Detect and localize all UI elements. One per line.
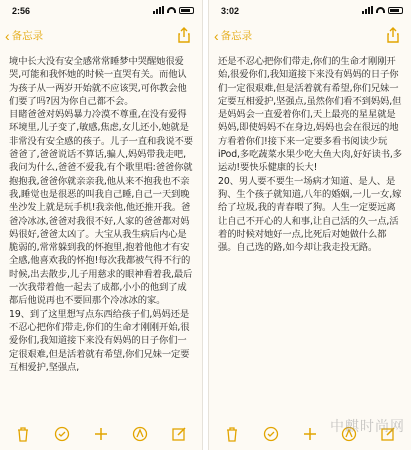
status-time: 3:02 [221, 6, 240, 16]
nav-bar [209, 25, 411, 47]
notes-screenshot-right [208, 0, 411, 450]
status-time: 2:56 [12, 6, 31, 16]
share-icon[interactable] [385, 27, 401, 43]
share-icon[interactable] [176, 27, 192, 43]
checklist-icon[interactable] [54, 426, 70, 442]
battery-icon [179, 7, 194, 14]
nav-bar [0, 25, 202, 47]
status-bar [0, 0, 202, 20]
status-bar [209, 0, 411, 20]
bottom-toolbar [0, 424, 202, 444]
add-icon[interactable] [302, 426, 318, 442]
back-button[interactable] [5, 28, 43, 43]
chevron-left-icon: ‹ [5, 27, 10, 44]
note-body[interactable] [9, 55, 195, 374]
wifi-icon [376, 7, 385, 13]
notes-screenshot-left [0, 0, 203, 450]
signal-icon [362, 6, 373, 14]
note-paragraph: 还是不忍心把你们带走,你们的生命才刚刚开始,很爱你们,我知道接下来没有妈妈的日子你们一定很艰难,但是活着就有希望,你们兄妹一定要互相爱护,坚强点,虽然你们看不到妈妈,但是妈妈会一直爱着你们,天上最亮的星星就是妈妈,即使妈妈不在身边,妈妈也会在很远的地方看着你们!接下来一定要多看书阅读少玩iPod,多吃蔬菜水果少吃大鱼大肉,好好读书,多运动!要快乐健康的长大! [218, 56, 402, 174]
note-paragraph: 19、到了这里想写点东西给孩子们,妈妈还是不忍心把你们带走,你们的生命才刚刚开始,很爱你们,我知道接下来没有妈妈的日子你们一定很艰难,但是活着就有希望,你们兄妹一定要互相爱护,坚强点, [9, 308, 190, 373]
signal-icon [153, 6, 164, 14]
note-paragraph: 20、男人要不要生一场病才知道、是人、是狗、生个孩子就知道,八年的婚姻,一儿一女,嫁给了垃圾,我的青春喂了狗。人生一定要远离让自己不开心的人和事,让自己活的久一点,活着的时候对她好一点,比死后对她做什么都强。自己选的路,如今却让我走投无路。 [218, 175, 402, 254]
back-button[interactable] [214, 28, 252, 43]
checklist-icon[interactable] [263, 426, 279, 442]
chevron-left-icon: ‹ [214, 27, 219, 44]
note-body[interactable] [218, 55, 404, 254]
add-icon[interactable] [93, 426, 109, 442]
trash-icon[interactable] [15, 426, 31, 442]
markup-icon[interactable] [132, 426, 148, 442]
trash-icon[interactable] [224, 426, 240, 442]
back-label: 备忘录 [220, 30, 253, 42]
battery-icon [388, 7, 403, 14]
compose-icon[interactable] [171, 426, 187, 442]
watermark: 中麒时尚网 [330, 419, 405, 435]
wifi-icon [167, 7, 176, 13]
note-paragraph: 境中长大没有安全感常常睡梦中哭醒她很爱哭,可能和我怀她的时候一直哭有关。而他认为孩子从一两岁开始就不应该哭,可你教会他们要了吗?因为你自己都不会。 [9, 56, 187, 107]
back-label: 备忘录 [11, 30, 44, 42]
note-paragraph: 目睹爸爸对妈妈暴力冷漠不尊重,在没有爱得环境里,儿子变了,敏感,焦虑,女儿还小,她就是非常没有安全感的孩子。儿子一直和我说不要爸爸了,爸爸说话不算话,骗人,妈妈带我走吧,我问为什么,爸爸不爱我,有个歌里唱:爸爸你就抱抱我,爸爸你就亲亲我,他从来不抱我也不亲我,睡觉也是很恶的叫我自己睡,自己一天到晚坐沙发上就是玩手机!我亲他,他还推开我。爸爸冷冰冰,爸爸对我很不好,人家的爸爸都对妈妈很好,爸爸太凶了。大宝从我生病后内心是脆弱的,常常躲到我的怀抱里,抱着他他才有安全感,他喜欢我的怀抱!每次我都被气得不行的时候,出去散步,儿子用慈求的眼神看着我,最后一次我带着他一起去了成都,小小的他到了成都后他说再也不要回那个冷冰冰的家。 [9, 109, 193, 307]
